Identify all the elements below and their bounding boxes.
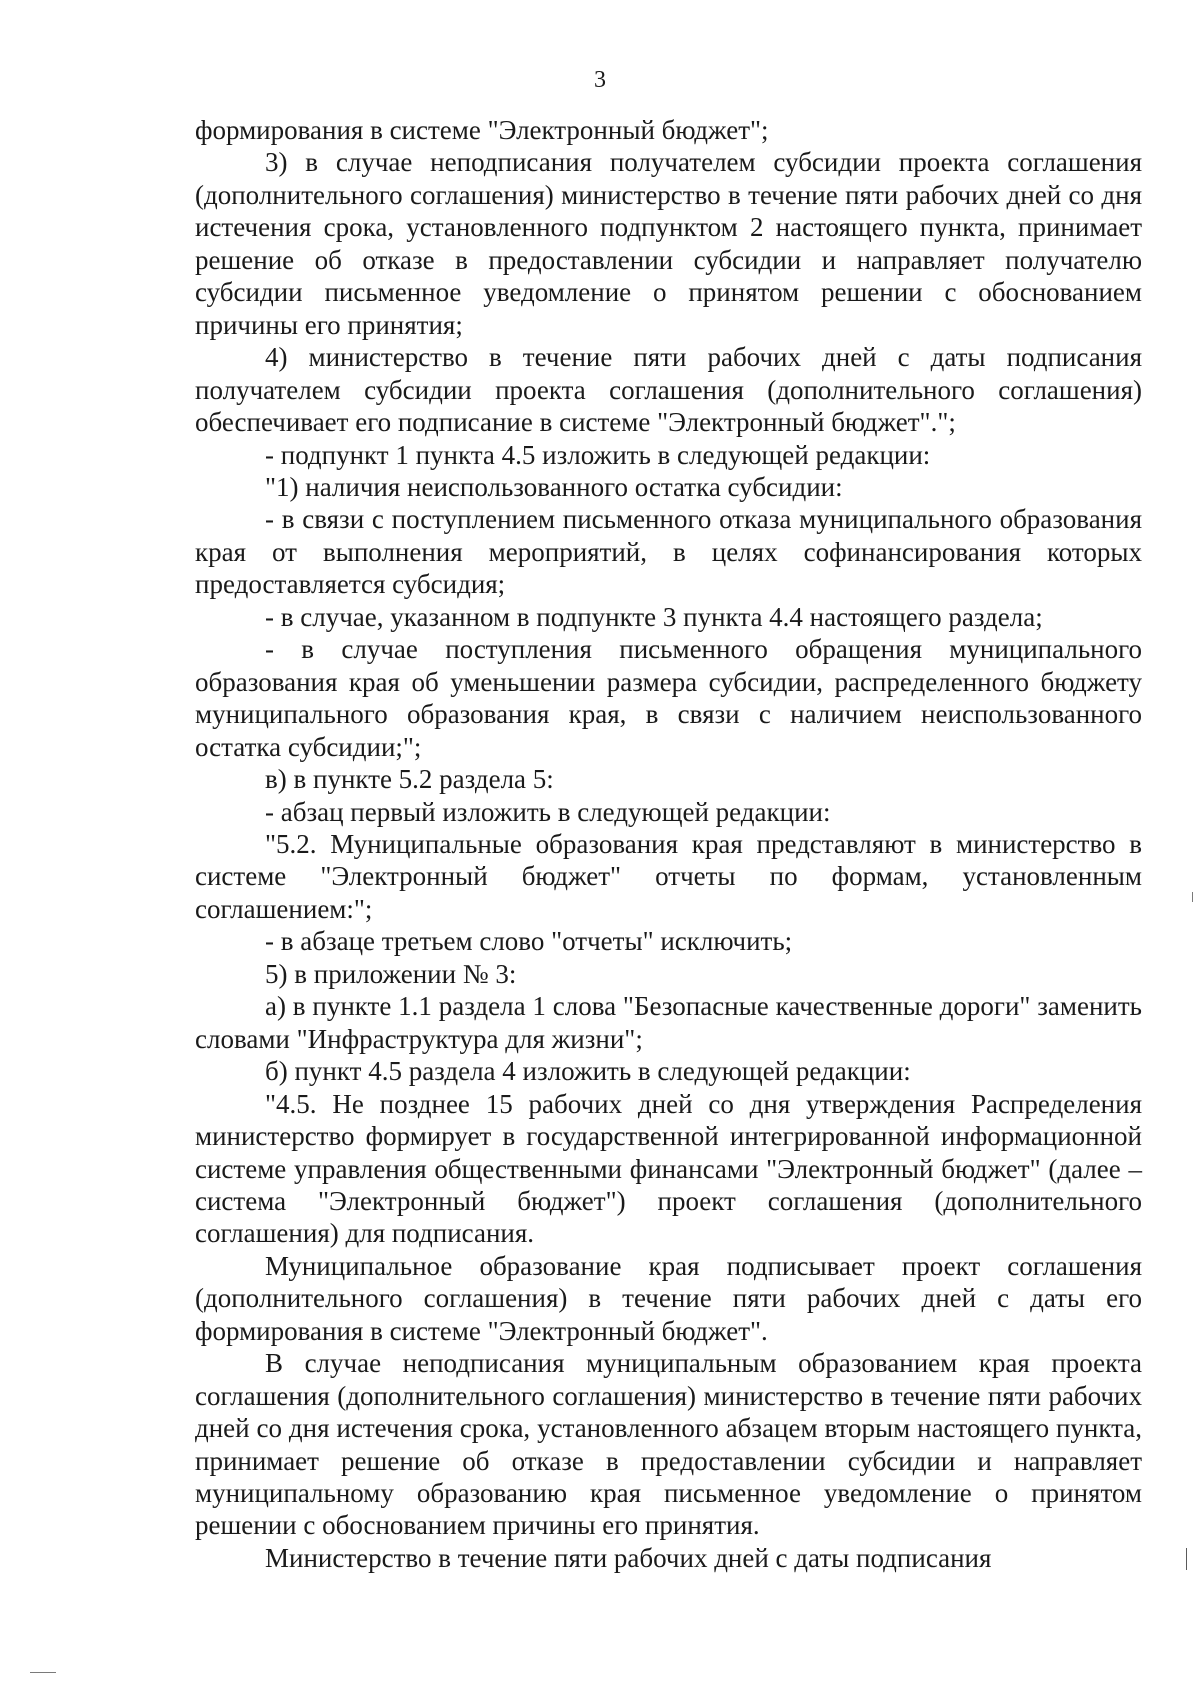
- paragraph-non-signing: В случае неподписания муниципальным образованием края проекта соглашения (дополнительного соглашения) министерство в течение пяти рабочих дней со дня истечения срока, установленного абзацем вторым настоящего пункта, принимает решение об отказе в предоставлении субсидии и направляет муниципальному образованию края письменное уведомление о принятом решении с обоснованием причины его принятия.: [195, 1348, 1142, 1541]
- paragraph-item-3: 3) в случае неподписания получателем субсидии проекта соглашения (дополнительного соглашения) министерство в течение пяти рабочих дней со дня истечения срока, установленного подпунктом 2 настоящего пункта, принимает решение об отказе в предоставлении субсидии и направляет получателю субсидии письменное уведомление о принятом решении с обоснованием причины его принятия;: [195, 147, 1142, 340]
- paragraph-bullet-reduction: - в случае поступления письменного обращения муниципального образования края об уменьшении размера субсидии, распределенного бюджету муниципального образования края, в связи с наличием неиспользованного остатка субсидии;";: [195, 634, 1142, 762]
- paragraph-continuation: формирования в системе "Электронный бюджет";: [195, 115, 769, 145]
- paragraph-first-abzac: - абзац первый изложить в следующей редакции:: [265, 796, 831, 827]
- paragraph-item-4: 4) министерство в течение пяти рабочих дней с даты подписания получателем субсидии проекта соглашения (дополнительного соглашения) обеспечивает его подписание в системе "Электронный бюджет".";: [195, 342, 1142, 438]
- scan-artifact-mark: [30, 1672, 56, 1673]
- paragraph-bullet-refusal: - в связи с поступлением письменного отказа муниципального образования края от выполнения мероприятий, в целях софинансирования которых предоставляется субсидия;: [195, 504, 1142, 600]
- paragraph-item-b: б) пункт 4.5 раздела 4 изложить в следующей редакции:: [265, 1056, 911, 1087]
- paragraph-third-abzac: - в абзаце третьем слово "отчеты" исключить;: [265, 926, 793, 957]
- paragraph-bullet-case-4-4: - в случае, указанном в подпункте 3 пункта 4.4 настоящего раздела;: [265, 601, 1043, 632]
- scan-artifact-mark: [1186, 1548, 1187, 1570]
- paragraph-quote-5-2: "5.2. Муниципальные образования края представляют в министерство в системе "Электронный бюджет" отчеты по формам, установленным соглашением:";: [195, 828, 1142, 924]
- paragraph-item-v: в) в пункте 5.2 раздела 5:: [265, 764, 554, 795]
- paragraph-amendment-4-5: - подпункт 1 пункта 4.5 изложить в следующей редакции:: [265, 439, 931, 470]
- paragraph-signing: Муниципальное образование края подписывает проект соглашения (дополнительного соглашения) в течение пяти рабочих дней с даты его формирования в системе "Электронный бюджет".: [195, 1250, 1142, 1346]
- paragraph-item-a: а) в пункте 1.1 раздела 1 слова "Безопасные качественные дороги" заменить словами "Инфраструктура для жизни";: [195, 991, 1142, 1054]
- paragraph-subitem-1: "1) наличия неиспользованного остатка субсидии:: [265, 471, 843, 502]
- document-body: [195, 114, 1142, 1574]
- paragraph-ministry-signing: Министерство в течение пяти рабочих дней с даты подписания: [265, 1542, 992, 1573]
- page-number: 3: [594, 67, 606, 93]
- paragraph-quote-4-5: "4.5. Не позднее 15 рабочих дней со дня утверждения Распределения министерство формирует в государственной интегрированной информационной системе управления общественными финансами "Электронный бюджет" (далее – система "Электронный бюджет") проект соглашения (дополнительного соглашения) для подписания.: [195, 1088, 1142, 1249]
- paragraph-item-5: 5) в приложении № 3:: [265, 958, 517, 989]
- scan-artifact-mark: [1192, 892, 1193, 902]
